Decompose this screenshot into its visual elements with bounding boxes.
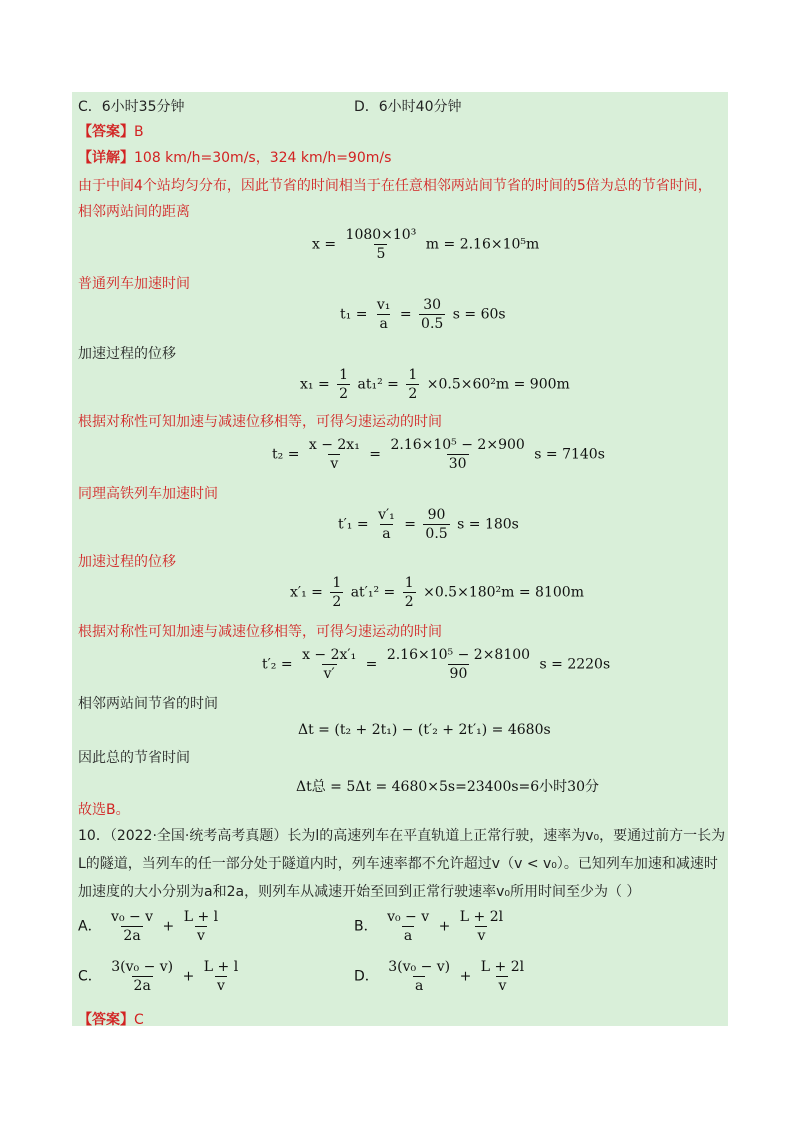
explain-p3: 普通列车加速时间 bbox=[78, 276, 190, 292]
answer-value: B bbox=[134, 124, 144, 140]
explain-p2: 相邻两站间的距离 bbox=[78, 204, 190, 220]
option-c-prev: C．6小时35分钟 bbox=[78, 99, 185, 115]
question10-line2: L的隧道，当列车的任一部分处于隧道内时，列车速率都不允许超过v（v < v₀）。已知列车加速和减速时 bbox=[78, 856, 718, 872]
option-d: D． $\frac{\text{3(v₀ − v)}}{a}$ + $\frac{L + 2l}{v}$ bbox=[354, 959, 525, 994]
option-d-prev: D．6小时40分钟 bbox=[354, 99, 462, 115]
detail-line bbox=[78, 148, 391, 168]
explain-p7: 加速过程的位移 bbox=[78, 554, 176, 570]
equation-5: t′₁ = $\frac{\text{v′₁}}{a}$ = $\frac{90}{0.5}$ s = 180s bbox=[338, 507, 519, 542]
equation-8: Δt = (t₂ + 2t₁) − (t′₂ + 2t′₁) = 4680s bbox=[298, 722, 551, 738]
explain-p5: 根据对称性可知加速与减速位移相等，可得匀速运动的时间 bbox=[78, 414, 442, 430]
answer-prev-line bbox=[78, 122, 144, 142]
equation-3: x₁ = $\frac{1}{2}$ at₁² = $\frac{1}{2}$ ×0.5×60²m = 900m bbox=[300, 367, 570, 402]
detail-bracket: 【详解】 bbox=[78, 150, 134, 166]
explain-p8: 根据对称性可知加速与减速位移相等，可得匀速运动的时间 bbox=[78, 624, 442, 640]
equation-2: t₁ = $\frac{\text{v₁}}{a}$ = $\frac{30}{0.5}$ s = 60s bbox=[340, 297, 506, 332]
equation-9: Δt总 = 5Δt = 4680×5s=23400s=6小时30分 bbox=[296, 779, 599, 795]
equation-4: t₂ = $\frac{\text{x − 2x₁}}{v}$ = $\frac{\text{2.16×10⁵ − 2×900}}{30}$ s = 7140s bbox=[272, 437, 605, 472]
explain-p1: 由于中间4个站均匀分布，因此节省的时间相当于在任意相邻两站间节省的时间的5倍为总的节省时间， bbox=[78, 178, 712, 194]
option-a: A． $\frac{\text{v₀ − v}}{2a}$ + $\frac{L + l}{v}$ bbox=[78, 909, 219, 944]
detail-text: 108 km/h=30m/s，324 km/h=90m/s bbox=[134, 150, 392, 166]
question10-line1: 10．（2022·全国·统考高考真题）长为l的高速列车在平直轨道上正常行驶，速率为v₀，要通过前方一长为 bbox=[78, 828, 726, 844]
equation-6: x′₁ = $\frac{1}{2}$ at′₁² = $\frac{1}{2}$ ×0.5×180²m = 8100m bbox=[290, 575, 584, 610]
option-c: C． $\frac{\text{3(v₀ − v)}}{2a}$ + $\frac{L + l}{v}$ bbox=[78, 959, 239, 994]
answer10-bracket: 【答案】 bbox=[78, 1012, 134, 1028]
explain-p4: 加速过程的位移 bbox=[78, 346, 176, 362]
equation-7: t′₂ = $\frac{\text{x − 2x′₁}}{v'}$ = $\frac{\text{2.16×10⁵ − 2×8100}}{90}$ s = 2220s bbox=[262, 647, 611, 682]
explain-p6: 同理高铁列车加速时间 bbox=[78, 486, 218, 502]
question10-line3: 加速度的大小分别为a和2a，则列车从减速开始至回到正常行驶速率v₀所用时间至少为（ ） bbox=[78, 884, 641, 900]
answer10-value: C bbox=[134, 1012, 144, 1028]
explain-p11: 故选B。 bbox=[78, 802, 130, 818]
explain-p10: 因此总的节省时间 bbox=[78, 750, 190, 766]
answer-bracket: 【答案】 bbox=[78, 124, 134, 140]
explain-p9: 相邻两站间节省的时间 bbox=[78, 696, 218, 712]
equation-1: x = $\frac{\text{1080×10³}}{5}$ m = 2.16×10⁵m bbox=[312, 227, 540, 262]
answer10-line bbox=[78, 1010, 144, 1030]
option-b: B． $\frac{\text{v₀ − v}}{a}$ + $\frac{L + 2l}{v}$ bbox=[354, 909, 504, 944]
